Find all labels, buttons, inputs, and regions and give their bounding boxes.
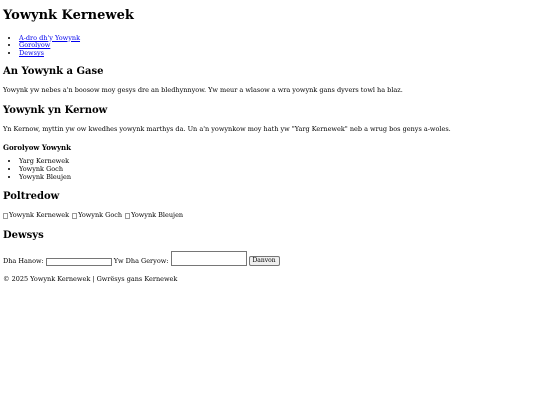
broken-image-icon (125, 213, 130, 219)
submit-button[interactable]: Danvon (249, 256, 280, 266)
list-item: • Yowynk Bleujen (19, 174, 537, 182)
image-alt-text: Yowynk Kernewek (9, 211, 70, 220)
list-item: • Yowynk Goch (19, 166, 537, 174)
nav-item (19, 42, 537, 50)
gallery-image (125, 212, 183, 220)
page-title: Yowynk Kernewek (3, 8, 134, 23)
message-textarea[interactable] (171, 251, 247, 266)
gallery-image (3, 212, 69, 220)
contact-heading: Dewsys (3, 230, 44, 242)
nav-link-contact[interactable]: Dewsys (19, 49, 44, 58)
cornwall-heading: Yowynk yn Kernow (3, 104, 108, 116)
varieties-heading: Gorolyow Yowynk (3, 142, 71, 152)
gallery (3, 212, 537, 220)
broken-image-icon (3, 213, 8, 219)
list-item: • Yarg Kernewek (19, 158, 537, 166)
image-alt-text: Yowynk Goch (78, 211, 123, 220)
nav-item (19, 50, 537, 58)
gallery-heading: Poltredow (3, 191, 60, 203)
about-text: Yowynk yw nebes a'n boosow moy gesys dre an bledhynnyow. Yw meur a wlasow a wra yowynk gans dyvers towl ha blaz. (3, 85, 403, 94)
image-alt-text: Yowynk Bleujen (131, 211, 184, 220)
footer: © 2025 Yowynk Kernewek | Gwrësys gans Kernewek (3, 275, 178, 284)
nav-item (19, 35, 537, 43)
name-input[interactable] (46, 258, 112, 266)
contact-form (3, 251, 537, 266)
name-label: Dha Hanow: (3, 257, 44, 266)
message-label: Yw Dha Geryow: (113, 257, 169, 266)
gallery-image (72, 212, 122, 220)
broken-image-icon (72, 213, 77, 219)
nav-link-varieties[interactable]: Gorolyow (19, 41, 51, 50)
varieties-list (3, 158, 537, 181)
nav-list (3, 35, 537, 58)
nav-link-about[interactable]: A-dro dh'y Yowynk (19, 33, 81, 42)
cornwall-text: Yn Kernow, myttin yw ow kwedhes yowynk marthys da. Un a'n yowynkow moy hath yw "Yarg Kernewek" neb a wrug bos genys a-woles. (3, 124, 451, 133)
about-heading: An Yowynk a Gase (3, 65, 104, 77)
